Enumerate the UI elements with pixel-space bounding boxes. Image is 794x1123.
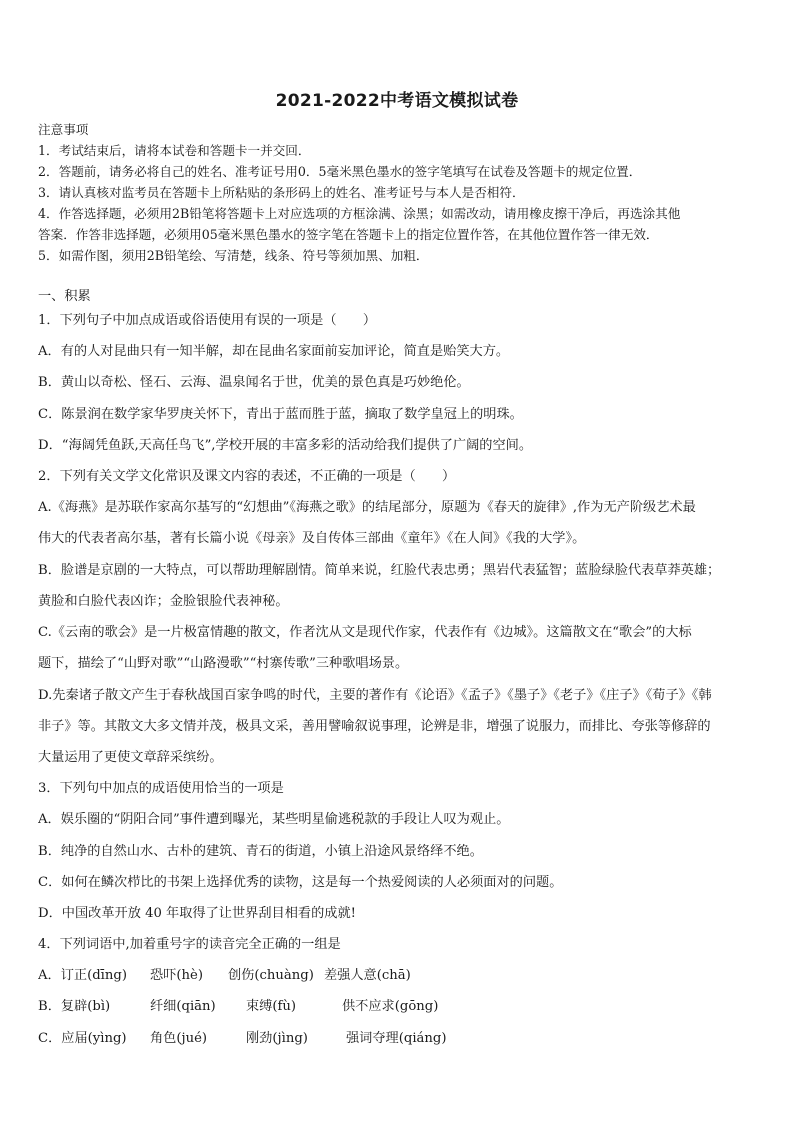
option-d-cont: 非子》等。其散文大多文情并茂，极具文采，善用譬喻叙说事理，论辨是非，增强了说服力，而排比、夸张等修辞的 <box>38 719 711 734</box>
notice-item: 4．作答选择题，必须用2B铅笔将答题卡上对应选项的方框涂满、涂黑；如需改动，请用橡皮擦干净后，再选涂其他 <box>38 206 681 221</box>
option-word: 差强人意(chā) <box>324 968 411 983</box>
option-b-cont: 黄脸和白脸代表凶诈；金脸银脸代表神秘。 <box>38 594 289 609</box>
question-stem: 2．下列有关文学文化常识及课文内容的表述，不正确的一项是（ ） <box>38 469 456 484</box>
option-b: B．黄山以奇松、怪石、云海、温泉闻名于世，优美的景色真是巧妙绝伦。 <box>38 375 470 390</box>
notice-item: 1．考试结束后，请将本试卷和答题卡一并交回． <box>38 143 311 158</box>
notice-heading: 注意事项 <box>38 122 89 137</box>
option-word: 创伤(chuàng) <box>228 968 314 983</box>
option-a: A.《海燕》是苏联作家高尔基写的“幻想曲”《海燕之歌》的结尾部分，原题为《春天的旋律》,作为无产阶级艺术最 <box>38 500 696 515</box>
notice-item: 3．请认真核对监考员在答题卡上所粘贴的条形码上的姓名、准考证号与本人是否相符． <box>38 185 525 200</box>
option-word: B．复辟(bì) <box>38 999 111 1014</box>
option-word: 供不应求(gōng) <box>342 999 439 1014</box>
page-title: 2021-2022中考语文模拟试卷 <box>275 91 519 111</box>
option-word: 刚劲(jìng) <box>246 1031 308 1046</box>
option-b <box>38 997 760 1017</box>
option-word: 恐吓(hè) <box>150 968 203 983</box>
option-d: D．中国改革开放 40 年取得了让世界刮目相看的成就! <box>38 906 356 921</box>
question-stem: 3．下列句中加点的成语使用恰当的一项是 <box>38 781 284 796</box>
option-a <box>38 966 760 986</box>
option-c: C.《云南的歌会》是一片极富情趣的散文，作者沈从文是现代作家，代表作有《边城》。这篇散文在“歌会”的大标 <box>38 625 692 640</box>
option-word: 强词夺理(qiáng) <box>346 1031 447 1046</box>
option-word: C．应届(yìng) <box>38 1031 127 1046</box>
option-d-cont: 大量运用了更使文章辞采缤纷。 <box>38 750 223 765</box>
notice-item: 5．如需作图，须用2B铅笔绘、写清楚，线条、符号等须加黑、加粗． <box>38 248 429 263</box>
option-a: A．有的人对昆曲只有一知半解，却在昆曲名家面前妄加评论，简直是贻笑大方。 <box>38 344 510 359</box>
option-b: B．纯净的自然山水、古朴的建筑、青石的街道，小镇上沿途风景络绎不绝。 <box>38 844 483 859</box>
option-a: A．娱乐圈的“阴阳合同”事件遭到曝光，某些明星偷逃税款的手段让人叹为观止。 <box>38 812 510 827</box>
option-c: C．如何在鳞次栉比的书架上选择优秀的读物，这是每一个热爱阅读的人必须面对的问题。 <box>38 875 563 890</box>
section-heading: 一、积累 <box>38 289 91 304</box>
notice-item: 2．答题前，请务必将自己的姓名、准考证号用0．5毫米黑色墨水的签字笔填写在试卷及答题卡的规定位置． <box>38 164 642 179</box>
option-c <box>38 1029 760 1049</box>
option-b: B．脸谱是京剧的一大特点，可以帮助理解剧情。简单来说，红脸代表忠勇；黑岩代表猛智；蓝脸绿脸代表草莽英雄； <box>38 563 721 578</box>
option-word: 束缚(fù) <box>246 999 297 1014</box>
option-word: 纤细(qiān) <box>150 999 216 1014</box>
option-d: D.先秦诸子散文产生于春秋战国百家争鸣的时代，主要的著作有《论语》《孟子》《墨子》《老子》《庄子》《荀子》《韩 <box>38 688 712 703</box>
option-word: A．订正(dīng) <box>38 968 127 983</box>
option-c: C．陈景润在数学家华罗庚关怀下，青出于蓝而胜于蓝，摘取了数学皇冠上的明珠。 <box>38 407 523 422</box>
question-stem: 1．下列句子中加点成语或俗语使用有误的一项是（ ） <box>38 313 377 328</box>
option-d: D．“海阔凭鱼跃,天高任鸟飞”,学校开展的丰富多彩的活动给我们提供了广阔的空间。 <box>38 438 533 453</box>
option-a-cont: 伟大的代表者高尔基，著有长篇小说《母亲》及自传体三部曲《童年》《在人间》《我的大学》。 <box>38 531 586 546</box>
question-stem: 4．下列词语中,加着重号字的读音完全正确的一组是 <box>38 937 341 952</box>
notice-item: 答案．作答非选择题，必须用05毫米黑色墨水的签字笔在答题卡上的指定位置作答，在其他位置作答一律无效． <box>38 227 659 242</box>
option-c-cont: 题下，描绘了“山野对歌”“山路漫歌”“村寨传歌”三种歌唱场景。 <box>38 656 409 671</box>
option-word: 角色(jué) <box>150 1031 208 1046</box>
